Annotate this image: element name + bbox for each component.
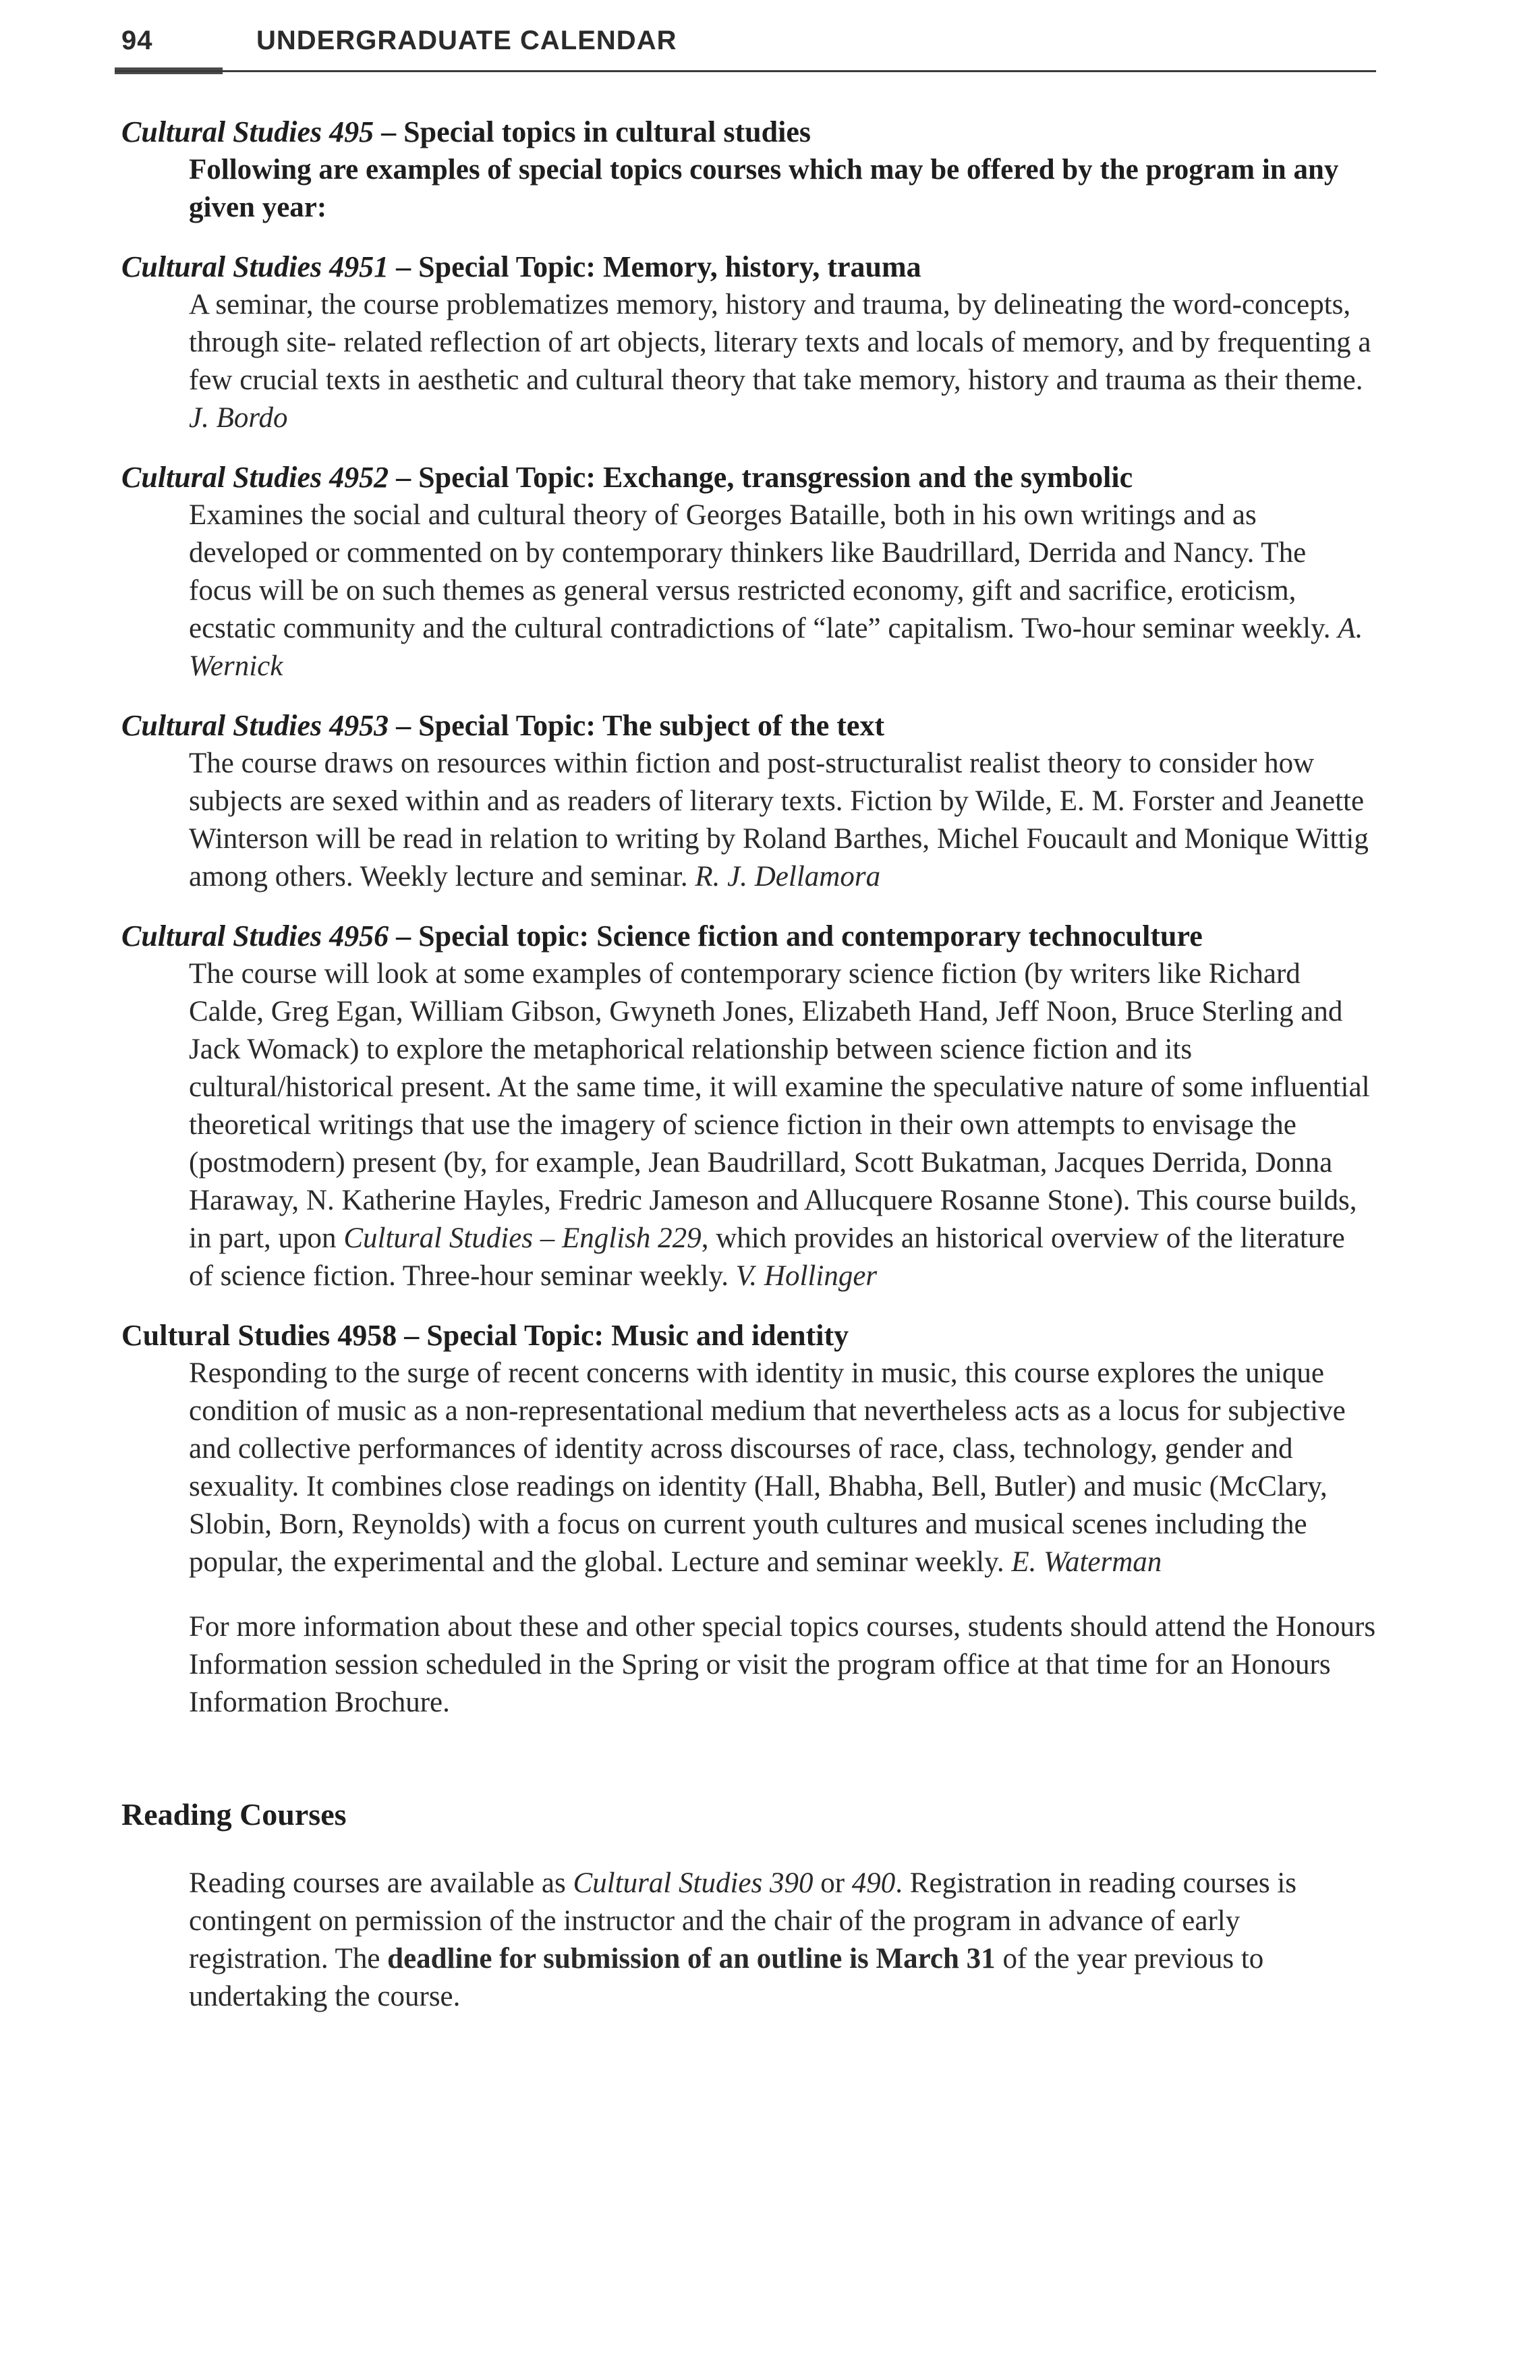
reading-deadline: deadline for submission of an outline is March 31 — [387, 1943, 996, 1975]
course-separator: – — [404, 1319, 420, 1352]
course-description: The course draws on resources within fiction and post-structuralist realist theory to consider how subjects are sexed within and as readers of literary texts. Fiction by Wilde, E. M. Forster and Jeanette Winterson will be read in relation to writing by Roland Barthes, Michel Foucault and Monique Wittig among others. Weekly lecture and seminar. — [189, 747, 1369, 893]
reading-course-a: Cultural Studies 390 — [573, 1867, 814, 1899]
course-instructor: V. Hollinger — [735, 1260, 878, 1292]
course-heading — [121, 459, 1376, 497]
course-separator: – — [381, 115, 397, 148]
reading-text-3: . Registration in reading courses is contingent on permission of the instructor and the chair of the program in advance of early registration. The — [189, 1867, 1297, 1975]
course-description: The course will look at some examples of contemporary science fiction (by writers like Richard Calde, Greg Egan, William Gibson, Gwyneth Jones, Elizabeth Hand, Jeff Noon, Bruce Sterling and Jack Womack) to explore the metaphorical relationship between science fiction and its cultural/historical present. At the same time, it will examine the speculative nature of some influential theoretical writings that use the imagery of science fiction in their own attempts to envisage the (postmodern) present (by, for example, Jean Baudrillard, Scott Bukatman, Jacques Derrida, Donna Haraway, N. Katherine Hayles, Fredric Jameson and Allucquere Rosanne Stone). This course builds, in part, upon — [189, 958, 1370, 1254]
course-entry-4952 — [121, 459, 1376, 685]
course-heading — [121, 113, 1376, 151]
course-title: Special Topic: Memory, history, trauma — [418, 250, 921, 283]
course-entry-4953 — [121, 707, 1376, 896]
course-instructor: R. J. Dellamora — [695, 861, 881, 893]
course-code: Cultural Studies 4951 — [121, 250, 389, 283]
course-separator: – — [396, 250, 411, 283]
header-rule — [115, 70, 1376, 72]
course-entry-495 — [121, 113, 1376, 227]
reading-courses-paragraph — [189, 1865, 1376, 2016]
course-separator: – — [396, 919, 411, 953]
course-description-block — [189, 286, 1376, 437]
course-title: Special Topic: The subject of the text — [418, 709, 885, 742]
course-title: Special topic: Science fiction and contemporary technoculture — [418, 919, 1203, 953]
course-title: Special topics in cultural studies — [403, 115, 811, 148]
course-instructor: A. Wernick — [189, 613, 1363, 682]
course-entry-4951 — [121, 248, 1376, 437]
course-title: Special Topic: Music and identity — [426, 1319, 849, 1352]
reading-course-b: 490 — [851, 1867, 896, 1899]
course-instructor: E. Waterman — [1011, 1546, 1162, 1578]
page-header — [121, 26, 1376, 73]
course-code: Cultural Studies 4952 — [121, 461, 389, 494]
course-code: Cultural Studies 4956 — [121, 919, 389, 953]
course-heading — [121, 707, 1376, 745]
course-description: A seminar, the course problematizes memory, history and trauma, by delineating the word-concepts, through site- related reflection of art objects, literary texts and locals of memory, and by frequenting a few crucial texts in aesthetic and cultural theory that take memory, history and trauma as their theme. — [189, 289, 1371, 396]
page-content — [121, 113, 1376, 2016]
course-code: Cultural Studies 495 — [121, 115, 374, 148]
course-code: Cultural Studies 4953 — [121, 709, 389, 742]
course-entry-4956 — [121, 917, 1376, 1295]
course-separator: – — [396, 461, 411, 494]
course-description-block — [189, 1355, 1376, 1581]
reading-text-1: Reading courses are available as — [189, 1867, 566, 1899]
course-instructor: J. Bordo — [189, 402, 288, 434]
course-description-continued: , which provides an historical overview of the literature of science fiction. Three-hour seminar weekly. — [189, 1222, 1345, 1292]
course-title: Special Topic: Exchange, transgression and the symbolic — [418, 461, 1133, 494]
course-description-block — [189, 497, 1376, 685]
course-description: Following are examples of special topics courses which may be offered by the program in any given year: — [189, 154, 1339, 223]
course-heading — [121, 917, 1376, 955]
course-description: Responding to the surge of recent concerns with identity in music, this course explores the unique condition of music as a non-representational medium that nevertheless acts as a locus for subjective and collective performances of identity across discourses of race, class, technology, gender and sexuality. It combines close readings on identity (Hall, Bhabha, Bell, Butler) and music (McClary, Slobin, Born, Reynolds) with a focus on current youth cultures and musical scenes including the popular, the experimental and the global. Lecture and seminar weekly. — [189, 1357, 1346, 1578]
course-heading — [121, 248, 1376, 286]
reading-text-2: or — [820, 1867, 845, 1899]
course-description-block — [189, 955, 1376, 1295]
cross-reference: Cultural Studies – English 229 — [343, 1222, 702, 1254]
page-number: 94 — [121, 26, 153, 55]
course-heading — [121, 1317, 1376, 1355]
reading-text-4: of the year previous to undertaking the course. — [189, 1943, 1264, 2012]
section-heading-reading-courses: Reading Courses — [121, 1797, 347, 1832]
course-description-block — [189, 745, 1376, 896]
running-head: UNDERGRADUATE CALENDAR — [256, 26, 677, 55]
more-info-paragraph: For more information about these and other special topics courses, students should attend the Honours Information session scheduled in the Spring or visit the program office at that time for an Honours Information Brochure. — [189, 1611, 1376, 1718]
course-code: Cultural Studies 4958 — [121, 1319, 397, 1352]
course-separator: – — [396, 709, 411, 742]
course-entry-4958 — [121, 1317, 1376, 1581]
course-description: Examines the social and cultural theory of Georges Bataille, both in his own writings and as developed or commented on by contemporary thinkers like Baudrillard, Derrida and Nancy. The focus will be on such themes as general versus restricted economy, gift and sacrifice, eroticism, ecstatic community and the cultural contradictions of “late” capitalism. Two-hour seminar weekly. — [189, 499, 1331, 644]
